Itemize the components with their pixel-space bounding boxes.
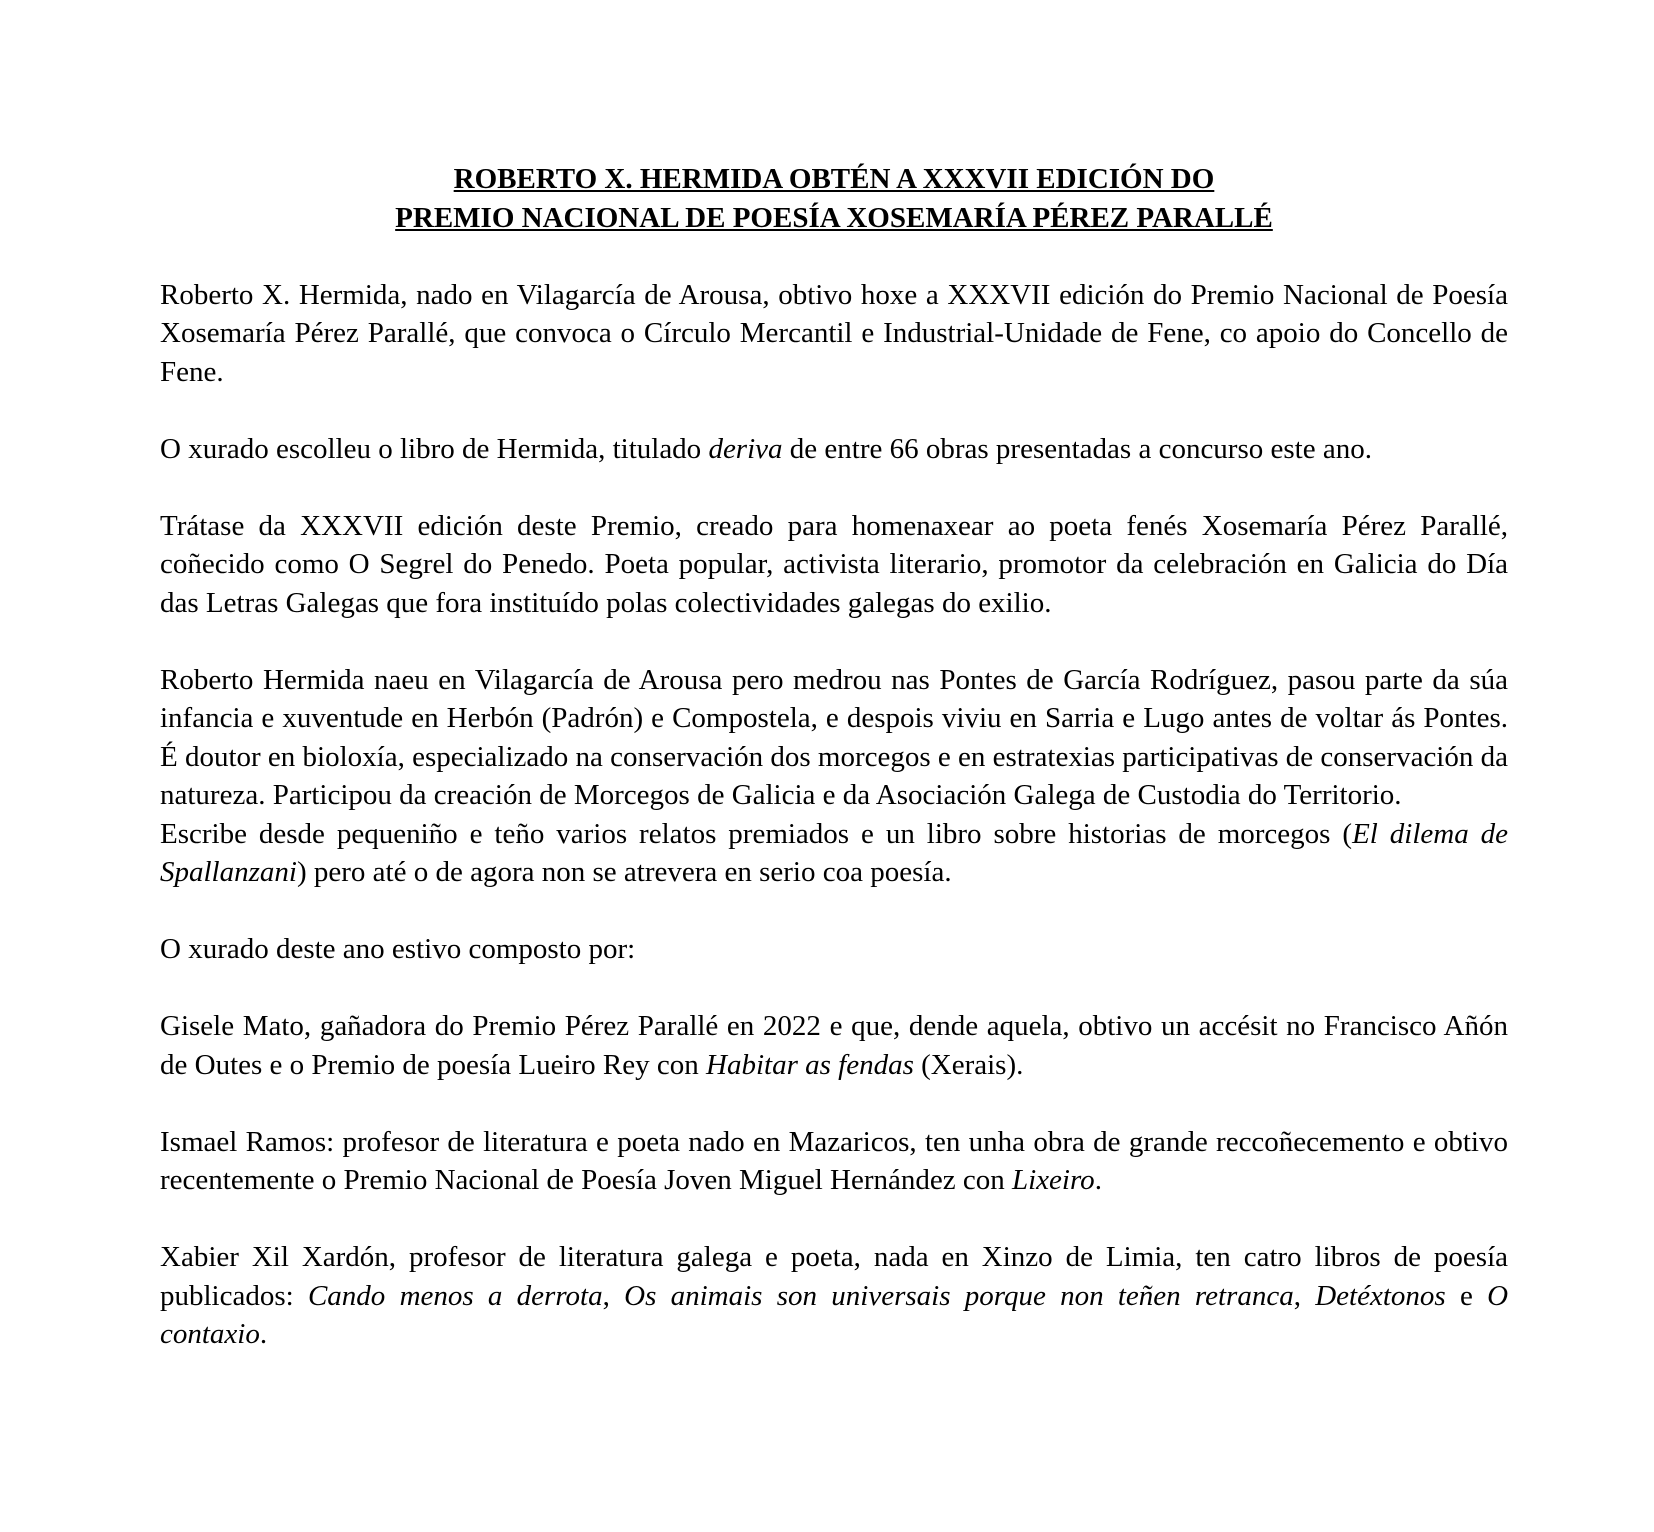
paragraph-jury-intro: O xurado deste ano estivo composto por: (160, 933, 636, 965)
paragraph-gap (160, 1084, 1508, 1123)
text-run: Ismael Ramos: profesor de literatura e poeta nado en Mazaricos, ten unha obra de grande reccoñecemento e obtivo recentemente o Premio Nacional de Poesía Joven Miguel Hernández con (160, 1125, 1508, 1196)
title-line-1: ROBERTO X. HERMIDA OBTÉN A XXXVII EDICIÓN DO (453, 163, 1215, 195)
book-title: O contaxio (160, 1279, 1509, 1350)
paragraph-jury-member-2 (160, 1123, 1508, 1200)
paragraph-gap (160, 892, 1508, 931)
text-run: Escribe desde pequeniño e teño varios relatos premiados e un libro sobre historias de morcegos ( (160, 817, 1353, 850)
text-run: , (602, 1279, 625, 1312)
book-title: deriva (708, 432, 783, 465)
paragraph-gap (160, 969, 1508, 1008)
paragraph-gap (160, 468, 1508, 507)
paragraph-jury-member-1 (160, 1007, 1508, 1084)
text-run: Xabier Xil Xardón, profesor de literatura galega e poeta, nada en Xinzo de Limia, ten catro libros de poesía publicados: (160, 1241, 1508, 1312)
book-title: Os animais son universais porque non teñen retranca (624, 1279, 1294, 1312)
text-run: de entre 66 obras presentadas a concurso este ano. (782, 432, 1372, 465)
text-run: Gisele Mato, gañadora do Premio Pérez Parallé en 2022 e que, dende aquela, obtivo un accésit no Francisco Añón de Outes e o Premio de poesía Lueiro Rey con (160, 1010, 1508, 1081)
book-title: Habitar as fendas (706, 1048, 914, 1081)
text-run: . (259, 1318, 268, 1350)
paragraph-gap (160, 1200, 1508, 1239)
paragraph-jury-member-3 (160, 1238, 1508, 1354)
book-title: Cando menos a derrota (307, 1279, 603, 1312)
book-title: Lixeiro (1011, 1164, 1095, 1196)
book-title: El dilema de Spallanzani (160, 817, 1509, 888)
text-run: ) pero até o de agora non se atrevera en serio coa poesía. (296, 856, 952, 888)
paragraph-jury-choice (160, 430, 1508, 469)
paragraph-gap (160, 237, 1508, 276)
paragraph-gap (160, 391, 1508, 430)
paragraph-intro: Roberto X. Hermida, nado en Vilagarcía de Arousa, obtivo hoxe a XXXVII edición do Premio Nacional de Poesía Xosemaría Pérez Parallé, que convoca o Círculo Mercantil e Industrial-Unidade de Fene, co apoio do Concello de Fene. (160, 278, 1508, 388)
document-title (160, 160, 1508, 237)
paragraph-writing (160, 815, 1508, 892)
paragraph-prize-history: Trátase da XXXVII edición deste Premio, creado para homenaxear ao poeta fenés Xosemaría Pérez Parallé, coñecido como O Segrel do Penedo. Poeta popular, activista literario, promotor da celebración en Galicia do Día das Letras Galegas que fora instituído polas colectividades galegas do exilio. (160, 509, 1508, 619)
text-run: (Xerais). (913, 1048, 1024, 1081)
text-run: . (1094, 1164, 1102, 1196)
title-line-2: PREMIO NACIONAL DE POESÍA XOSEMARÍA PÉREZ PARALLÉ (395, 201, 1273, 234)
text-run: O xurado escolleu o libro de Hermida, titulado (160, 432, 709, 465)
document-content (160, 160, 1508, 1354)
book-title: Detéxtonos (1315, 1279, 1446, 1312)
text-run: e (1445, 1279, 1488, 1312)
paragraph-biography: Roberto Hermida naeu en Vilagarcía de Arousa pero medrou nas Pontes de García Rodríguez, pasou parte da súa infancia e xuventude en Herbón (Padrón) e Compostela, e despois viviu en Sarria e Lugo antes de voltar ás Pontes. É doutor en bioloxía, especializado na conservación dos morcegos e en estratexias participativas de conservación da natureza. Participou da creación de Morcegos de Galicia e da Asociación Galega de Custodia do Territorio. (160, 663, 1508, 811)
text-run: , (1293, 1279, 1316, 1312)
paragraph-gap (160, 622, 1508, 661)
